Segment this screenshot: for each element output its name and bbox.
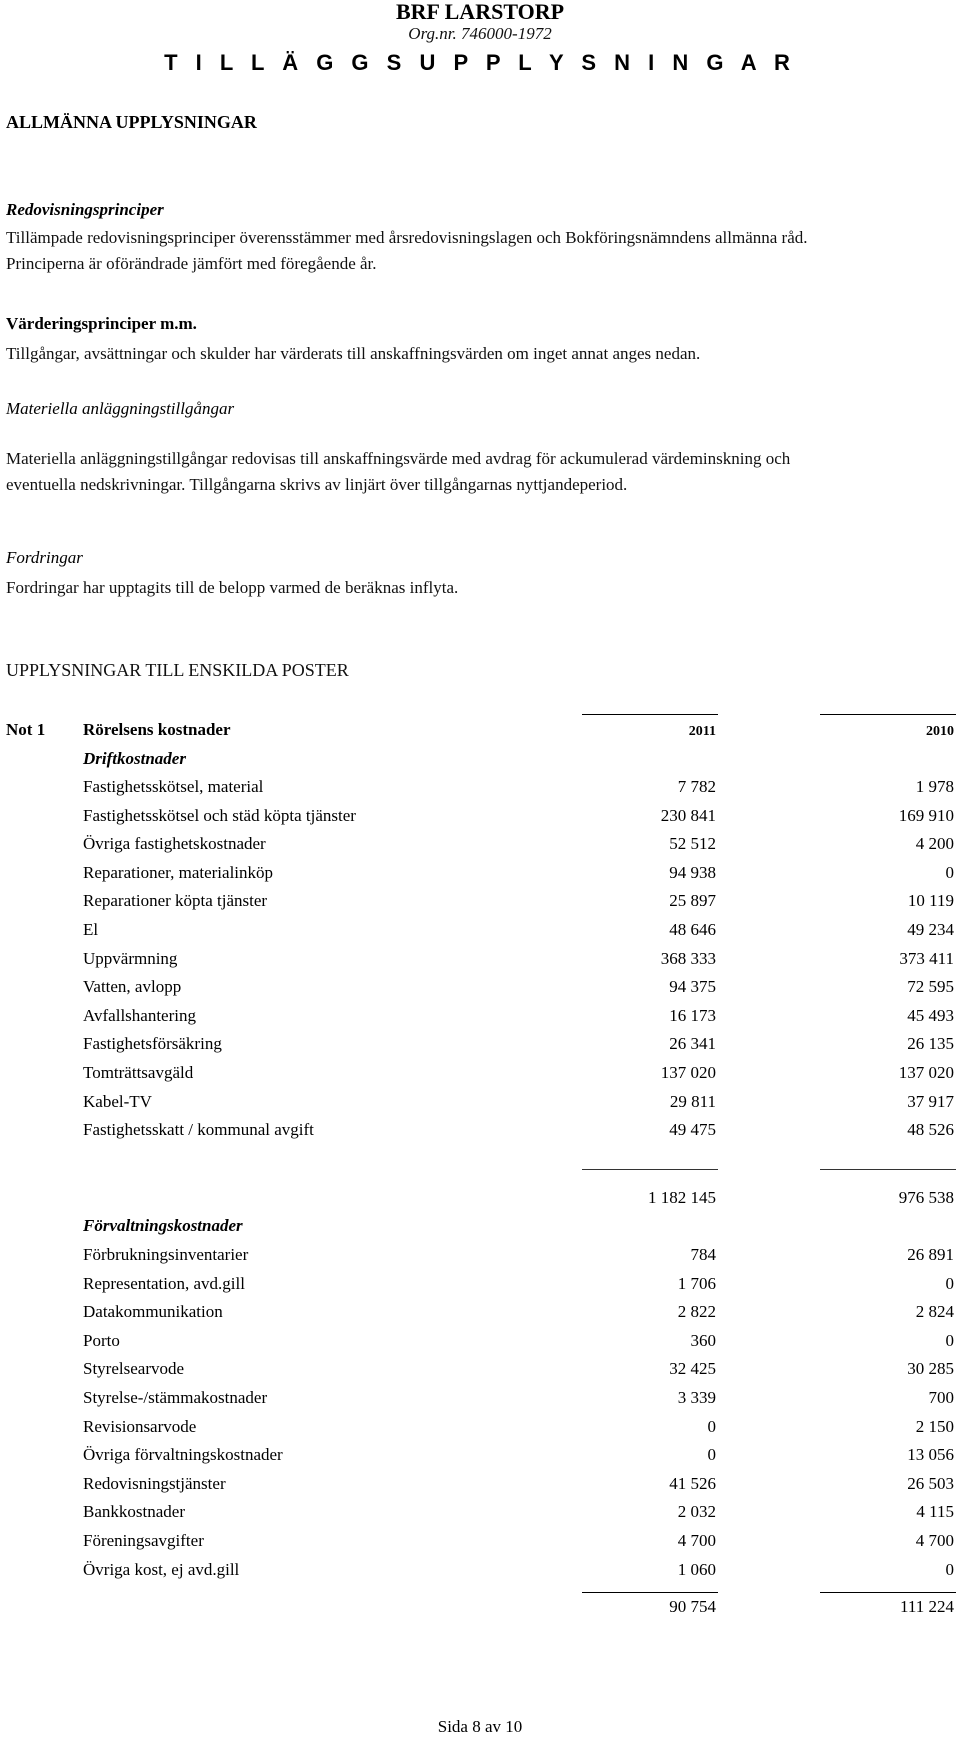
- operating-total-2010: 976 538: [898, 1188, 954, 1207]
- row-value-2010: 4 115: [916, 1502, 954, 1522]
- row-label: Avfallshantering: [83, 1005, 196, 1025]
- row-label: Förbrukningsinventarier: [83, 1245, 249, 1264]
- col-header-2010: 2010: [926, 724, 954, 739]
- row-label: Representation, avd.gill: [83, 1273, 245, 1293]
- table-row: [0, 1034, 960, 1058]
- row-label: Fastighetsskötsel och städ köpta tjänster: [83, 805, 356, 825]
- row-value-2010: 373 411: [899, 948, 954, 968]
- row-value-2010: 0: [945, 1273, 954, 1293]
- row-value-2011: 2 032: [677, 1502, 716, 1522]
- operating-total-2011: 1 182 145: [648, 1188, 716, 1207]
- row-value-2011: 41 526: [669, 1473, 716, 1493]
- table-row: [0, 1063, 960, 1087]
- specific-section-title: UPPLYSNINGAR TILL ENSKILDA POSTER: [6, 660, 349, 680]
- row-value-2011: 7 782: [677, 777, 716, 796]
- row-value-2011: 360: [690, 1330, 716, 1350]
- row-label: Föreningsavgifter: [83, 1531, 204, 1550]
- row-label: El: [83, 920, 99, 939]
- row-value-2010: 26 891: [907, 1245, 954, 1264]
- admin-subtotal-rule-2010: [820, 1592, 956, 1593]
- table-row: [0, 1445, 960, 1469]
- row-label: Kabel-TV: [83, 1091, 152, 1111]
- row-value-2011: 137 020: [660, 1063, 716, 1082]
- row-value-2011: 1 706: [677, 1273, 716, 1293]
- table-row: [0, 1359, 960, 1383]
- row-value-2011: 32 425: [669, 1359, 716, 1379]
- row-value-2010: 10 119: [907, 891, 954, 911]
- table-row: [0, 891, 960, 915]
- row-value-2011: 16 173: [669, 1005, 716, 1025]
- row-value-2010: 137 020: [898, 1063, 954, 1082]
- org-number: Org.nr. 746000-1972: [408, 24, 552, 43]
- row-label: Bankkostnader: [83, 1502, 185, 1522]
- row-value-2010: 0: [945, 1559, 954, 1579]
- row-value-2011: 26 341: [669, 1034, 716, 1054]
- page-number: Sida 8 av 10: [437, 1717, 523, 1736]
- row-value-2011: 48 646: [669, 920, 716, 939]
- row-value-2011: 94 375: [669, 977, 716, 997]
- table-row: [0, 1006, 960, 1030]
- table-row: [0, 977, 960, 1001]
- row-value-2010: 45 493: [907, 1005, 954, 1025]
- row-value-2011: 784: [690, 1245, 716, 1264]
- row-value-2011: 230 841: [660, 805, 716, 825]
- row-value-2010: 2 824: [915, 1302, 954, 1322]
- accounting-principles-heading: Redovisningsprinciper: [6, 200, 164, 219]
- row-label: Övriga kost, ej avd.gill: [83, 1559, 240, 1579]
- operating-subtotal-rule-2011: [582, 1169, 718, 1170]
- row-value-2011: 368 333: [660, 948, 716, 968]
- fixed-assets-heading: Materiella anläggningstillgångar: [6, 399, 235, 418]
- row-label: Reparationer köpta tjänster: [83, 891, 268, 911]
- admin-subtotal-rule-2011: [582, 1592, 718, 1593]
- table-row: [0, 1274, 960, 1298]
- row-value-2010: 0: [945, 862, 954, 882]
- accounting-principles-text-2: Principerna är oförändrade jämfört med föregående år.: [6, 254, 377, 273]
- row-value-2010: 26 503: [907, 1473, 954, 1493]
- admin-costs-heading: Förvaltningskostnader: [83, 1216, 243, 1235]
- table-row: [0, 1120, 960, 1144]
- company-name: BRF LARSTORP: [395, 0, 565, 24]
- row-value-2011: 4 700: [677, 1531, 716, 1550]
- row-value-2011: 49 475: [669, 1120, 716, 1140]
- row-value-2010: 169 910: [898, 805, 954, 825]
- note-title: Rörelsens kostnader: [83, 720, 231, 739]
- table-row: [0, 1245, 960, 1269]
- row-label: Styrelsearvode: [83, 1359, 185, 1379]
- operating-subtotal-rule-2010: [820, 1169, 956, 1170]
- row-value-2010: 48 526: [907, 1120, 954, 1140]
- row-value-2011: 0: [707, 1445, 716, 1465]
- row-value-2010: 13 056: [907, 1445, 954, 1465]
- row-value-2010: 30 285: [907, 1359, 954, 1379]
- table-row: [0, 1388, 960, 1412]
- receivables-heading: Fordringar: [6, 548, 83, 567]
- row-value-2011: 25 897: [669, 891, 716, 911]
- operating-costs-heading: Driftkostnader: [83, 749, 186, 768]
- table-row: [0, 806, 960, 830]
- row-label: Övriga fastighetskostnader: [83, 834, 266, 854]
- note-number: Not 1: [6, 720, 46, 739]
- row-value-2011: 94 938: [669, 862, 716, 882]
- row-value-2011: 2 822: [677, 1302, 716, 1322]
- receivables-text: Fordringar har upptagits till de belopp varmed de beräknas inflyta.: [6, 578, 459, 597]
- table-row: [0, 777, 960, 801]
- row-label: Vatten, avlopp: [83, 977, 182, 997]
- row-value-2011: 0: [707, 1416, 716, 1436]
- fixed-assets-text-1: Materiella anläggningstillgångar redovisas till anskaffningsvärde med avdrag för ackumulerad värdeminskning och: [6, 449, 791, 468]
- table-row: [0, 834, 960, 858]
- row-label: Porto: [83, 1330, 120, 1350]
- valuation-principles-heading: Värderingsprinciper m.m.: [6, 314, 197, 333]
- row-label: Uppvärmning: [83, 948, 178, 968]
- table-row: [0, 1092, 960, 1116]
- general-section-title: ALLMÄNNA UPPLYSNINGAR: [6, 112, 257, 132]
- col-2010-rule: [820, 714, 956, 715]
- admin-costs-total: [0, 1597, 960, 1621]
- admin-total-2010: 111 224: [900, 1597, 954, 1616]
- row-label: Reparationer, materialinköp: [83, 862, 274, 882]
- row-value-2010: 26 135: [907, 1034, 954, 1054]
- row-value-2010: 700: [928, 1388, 954, 1407]
- row-value-2010: 49 234: [907, 920, 954, 939]
- fixed-assets-text-2: eventuella nedskrivningar. Tillgångarna skrivs av linjärt över tillgångarnas nyttjandeperiod.: [6, 475, 628, 494]
- row-value-2010: 37 917: [907, 1091, 954, 1111]
- document-subtitle: T I L L Ä G G S U P P L Y S N I N G A R: [164, 50, 796, 75]
- row-label: Övriga förvaltningskostnader: [83, 1445, 283, 1465]
- table-row: [0, 863, 960, 887]
- row-label: Tomträttsavgäld: [83, 1063, 194, 1082]
- operating-costs-total: [0, 1188, 960, 1212]
- row-label: Styrelse-/stämmakostnader: [83, 1388, 268, 1407]
- table-row: [0, 1531, 960, 1555]
- row-value-2010: 2 150: [915, 1416, 954, 1436]
- valuation-principles-text: Tillgångar, avsättningar och skulder har värderats till anskaffningsvärden om inget annat anges nedan.: [6, 344, 701, 363]
- table-row: [0, 1474, 960, 1498]
- row-value-2011: 52 512: [669, 834, 716, 854]
- row-value-2011: 29 811: [669, 1091, 716, 1111]
- table-row: [0, 1417, 960, 1441]
- row-label: Revisionsarvode: [83, 1416, 197, 1436]
- row-value-2010: 4 200: [915, 834, 954, 854]
- row-value-2010: 72 595: [907, 977, 954, 997]
- admin-total-2011: 90 754: [669, 1597, 716, 1616]
- row-label: Fastighetsförsäkring: [83, 1034, 222, 1054]
- table-row: [0, 1302, 960, 1326]
- row-value-2011: 1 060: [677, 1559, 716, 1579]
- row-value-2010: 1 978: [915, 777, 954, 796]
- table-row: [0, 1560, 960, 1584]
- row-label: Redovisningstjänster: [83, 1473, 226, 1493]
- table-row: [0, 949, 960, 973]
- row-value-2010: 4 700: [915, 1531, 954, 1550]
- row-label: Fastighetsskötsel, material: [83, 777, 264, 796]
- table-row: [0, 1502, 960, 1526]
- row-value-2010: 0: [945, 1330, 954, 1350]
- row-label: Datakommunikation: [83, 1302, 223, 1322]
- row-value-2011: 3 339: [677, 1388, 716, 1407]
- col-2011-rule: [582, 714, 718, 715]
- table-row: [0, 1331, 960, 1355]
- table-row: [0, 920, 960, 944]
- accounting-principles-text-1: Tillämpade redovisningsprinciper överensstämmer med årsredovisningslagen och Bokföringsnämndens allmänna råd.: [6, 228, 808, 247]
- row-label: Fastighetsskatt / kommunal avgift: [83, 1120, 314, 1140]
- col-header-2011: 2011: [688, 724, 716, 739]
